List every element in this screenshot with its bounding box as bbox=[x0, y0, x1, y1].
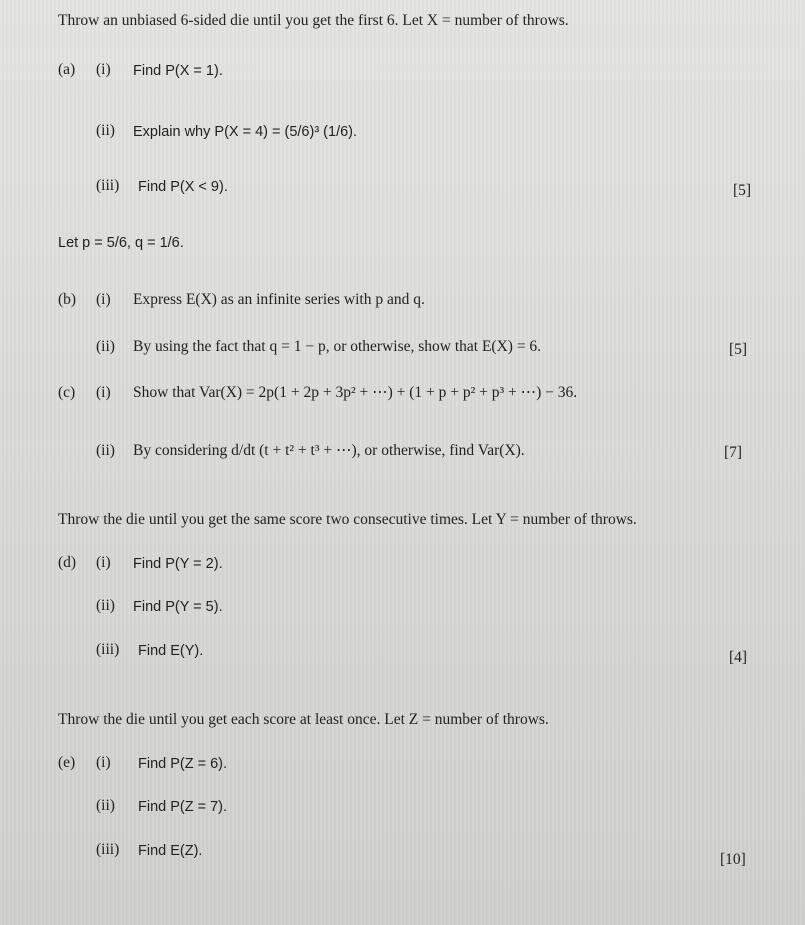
part-b-ii-question: By using the fact that q = 1 − p, or otherwise, show that E(X) = 6. bbox=[133, 338, 542, 355]
part-d-marks: [4] bbox=[729, 649, 748, 666]
part-e-iii-number: (iii) bbox=[96, 841, 120, 858]
let-p-q-definition: Let p = 5/6, q = 1/6. bbox=[58, 235, 184, 251]
part-a-i-question: Find P(X = 1). bbox=[133, 63, 223, 79]
part-d-i-question: Find P(Y = 2). bbox=[133, 556, 223, 572]
part-c-i-number: (i) bbox=[96, 384, 111, 401]
part-a-iii-number: (iii) bbox=[96, 177, 120, 194]
part-c-label: (c) bbox=[58, 384, 76, 401]
part-d-ii-number: (ii) bbox=[96, 597, 115, 614]
part-c-i-question: Show that Var(X) = 2p(1 + 2p + 3p² + ⋯) + (1 + p + p² + p³ + ⋯) − 36. bbox=[133, 384, 578, 401]
part-b-label: (b) bbox=[58, 291, 77, 308]
intro-first-six: Throw an unbiased 6-sided die until you get the first 6. Let X = number of throws. bbox=[58, 12, 569, 29]
part-d-ii-question: Find P(Y = 5). bbox=[133, 599, 223, 615]
part-b-marks: [5] bbox=[729, 341, 748, 358]
part-a-ii-number: (ii) bbox=[96, 122, 115, 139]
part-b-i-number: (i) bbox=[96, 291, 111, 308]
part-d-label: (d) bbox=[58, 554, 77, 571]
part-e-iii-question: Find E(Z). bbox=[138, 843, 203, 859]
part-d-iii-number: (iii) bbox=[96, 641, 120, 658]
part-c-ii-number: (ii) bbox=[96, 442, 115, 459]
part-b-ii-number: (ii) bbox=[96, 338, 115, 355]
part-c-ii-question: By considering d/dt (t + t² + t³ + ⋯), or otherwise, find Var(X). bbox=[133, 442, 525, 459]
part-d-i-number: (i) bbox=[96, 554, 111, 571]
part-d-iii-question: Find E(Y). bbox=[138, 643, 204, 659]
part-c-marks: [7] bbox=[724, 444, 743, 461]
intro-each-score: Throw the die until you get each score at least once. Let Z = number of throws. bbox=[58, 711, 549, 728]
part-e-label: (e) bbox=[58, 754, 76, 771]
part-e-marks: [10] bbox=[720, 851, 746, 868]
part-a-marks: [5] bbox=[733, 182, 752, 199]
part-e-i-number: (i) bbox=[96, 754, 111, 771]
part-e-i-question: Find P(Z = 6). bbox=[138, 756, 228, 772]
part-e-ii-question: Find P(Z = 7). bbox=[138, 799, 228, 815]
part-a-label: (a) bbox=[58, 61, 76, 78]
part-e-ii-number: (ii) bbox=[96, 797, 115, 814]
part-b-i-question: Express E(X) as an infinite series with p and q. bbox=[133, 291, 425, 308]
part-a-i-number: (i) bbox=[96, 61, 111, 78]
part-a-iii-question: Find P(X < 9). bbox=[138, 179, 228, 195]
intro-consecutive-scores: Throw the die until you get the same score two consecutive times. Let Y = number of throws. bbox=[58, 511, 637, 528]
part-a-ii-question: Explain why P(X = 4) = (5/6)³ (1/6). bbox=[133, 124, 358, 140]
